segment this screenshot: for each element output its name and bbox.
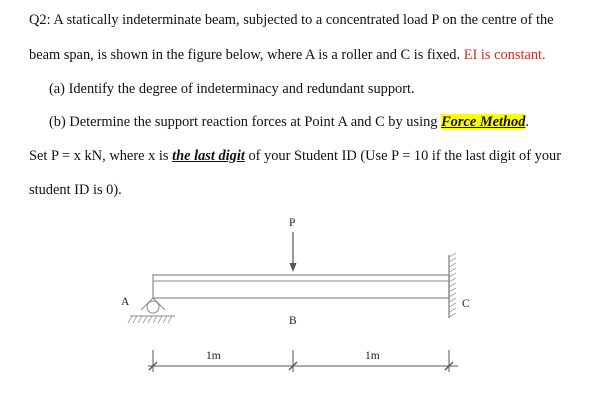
span-right-label: 1m <box>365 350 380 362</box>
beam <box>153 275 449 298</box>
fixed-support-c <box>449 253 456 318</box>
last-digit-emphasis: the last digit <box>172 148 245 164</box>
span-left-label: 1m <box>206 350 221 362</box>
set-p-text-pre: Set P = x kN, where x is <box>29 148 173 164</box>
question-text-2: beam span, is shown in the figure below, where A is a roller and C is fixed. <box>29 47 464 63</box>
point-b-label: B <box>289 315 297 327</box>
load-arrow <box>290 232 297 272</box>
part-a-text: (a) Identify the degree of indeterminacy and redundant support. <box>49 81 415 97</box>
roller-support-a <box>128 298 175 323</box>
ei-constant-note: EI is constant. <box>463 47 546 63</box>
load-label-p: P <box>289 217 296 229</box>
part-b-text: (b) Determine the support reaction forces at Point A and C by using <box>49 114 442 130</box>
point-a-label: A <box>121 296 130 308</box>
dimension-line <box>148 350 458 372</box>
point-c-label: C <box>462 298 470 310</box>
part-b-period: . <box>525 114 530 130</box>
set-p-text-post: of your Student ID (Use P = 10 if the last digit of your <box>244 148 562 164</box>
force-method-highlight: Force Method <box>441 114 526 130</box>
question-text-1: Q2: A statically indeterminate beam, subjected to a concentrated load P on the centre of the <box>29 12 554 28</box>
set-p-text-2: student ID is 0). <box>29 182 122 198</box>
